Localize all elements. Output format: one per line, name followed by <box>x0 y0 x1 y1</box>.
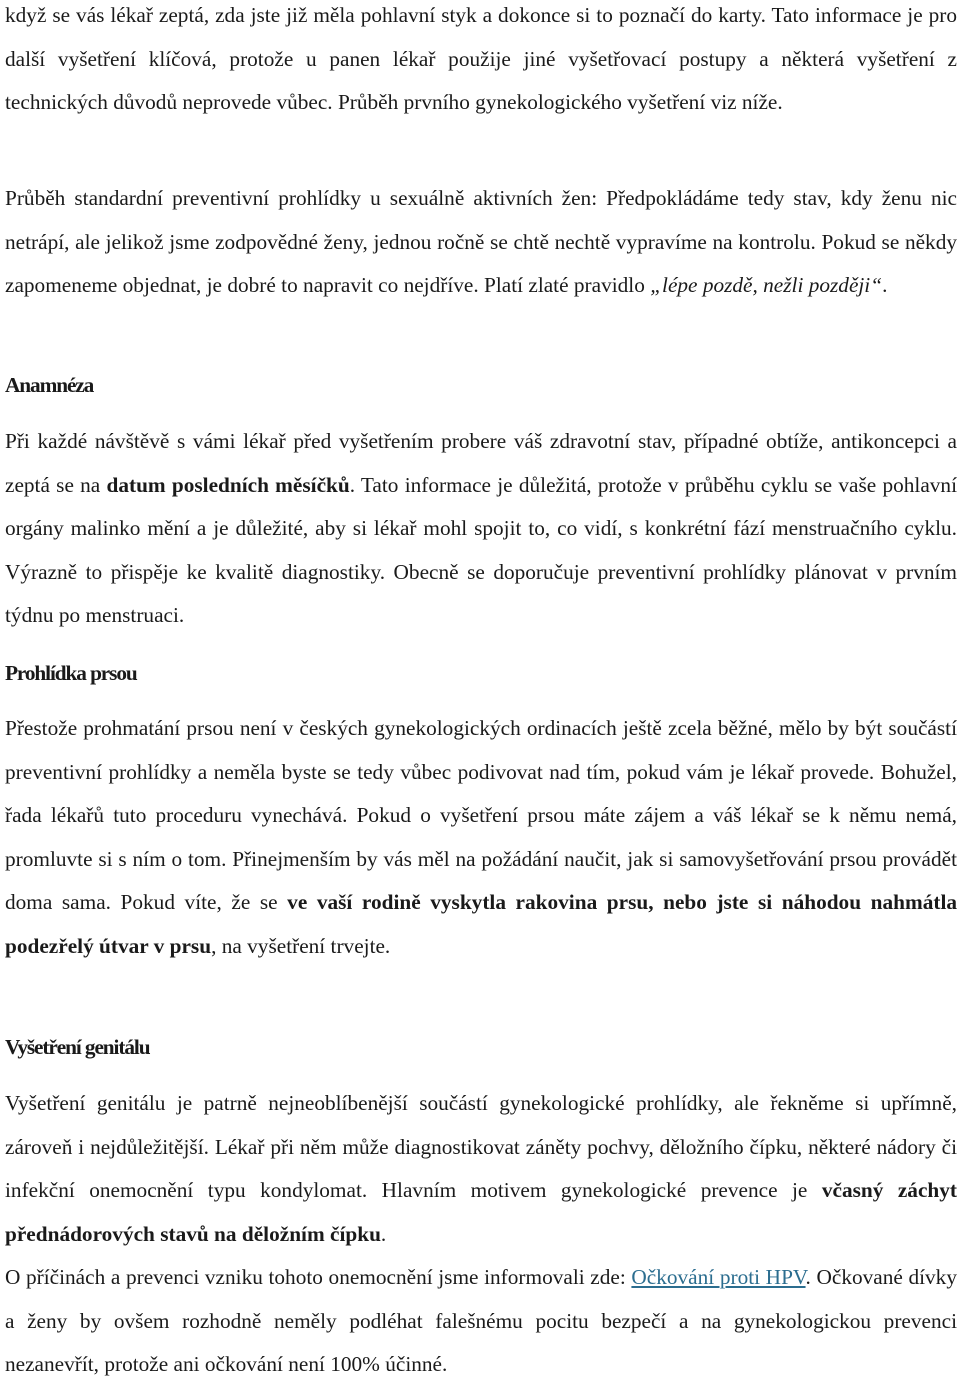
paragraph-breast-exam: Přestože prohmatání prsou není v českých gynekologických ordinacích ještě zcela běžné, mělo by být součástí preventivní prohlídky a neměla byste se tedy vůbec podivovat nad tím, pokud vám je lékař provede. Bohužel, řada lékařů tuto proceduru vynechává. Pokud o vyšetření prsou máte zájem a váš lékař se k němu nemá, promluvte si s ním o tom. Přinejmenším by vás měl na požádání naučit, jak si samovyšetřování prsou provádět doma sama. Pokud víte, že se ve vaší rodině vyskytla rakovina prsu, nebo jste si náhodou nahmátla podezřelý útvar v prsu, na vyšetření trvejte. <box>5 716 958 958</box>
heading-breast-exam: Prohlídka prsou <box>5 661 137 685</box>
hpv-vaccination-link[interactable]: Očkování proti HPV <box>631 1265 806 1289</box>
heading-anamneza: Anamnéza <box>5 373 94 397</box>
heading-genital-exam: Vyšetření genitálu <box>5 1035 150 1059</box>
paragraph-hpv: O příčinách a prevenci vzniku tohoto onemocnění jsme informovali zde: Očkování proti HPV. Očkované dívky a ženy by ovšem rozhodně neměly podléhat falešnému pocitu bezpečí a na gynekologickou prevenci nezanevřít, protože ani očkování není 100% účinné. <box>5 1265 957 1376</box>
paragraph-standard-checkup: Průběh standardní preventivní prohlídky u sexuálně aktivních žen: Předpokládáme tedy stav, kdy ženu nic netrápí, ale jelikož jsme zodpovědné ženy, jednou ročně se chtě nechtě vypravíme na kontrolu. Pokud se někdy zapomeneme objednat, je dobré to napravit co nejdříve. Platí zlaté pravidlo „lépe pozdě, nežli později“. <box>5 186 957 297</box>
paragraph-genital-exam: Vyšetření genitálu je patrně nejneoblíbenější součástí gynekologické prohlídky, ale řekněme si upřímně, zároveň i nejdůležitější. Lékař při něm může diagnostikovat záněty pochvy, děložního čípku, některé nádory či infekční onemocnění typu kondylomat. Hlavním motivem gynekologické prevence je včasný záchyt přednádorových stavů na děložním čípku. <box>5 1091 957 1246</box>
golden-rule-quote: „lépe pozdě, nežli později“ <box>650 273 883 297</box>
paragraph-intro <box>5 0 957 125</box>
bold-last-period-date: datum posledních měsíčků <box>106 472 350 497</box>
paragraph-standard-checkup-text: Průběh standardní preventivní prohlídky u sexuálně aktivních žen: Předpokládáme tedy stav, kdy ženu nic netrápí, ale jelikož jsme zodpovědné ženy, jednou ročně se chtě nechtě vypravíme na kontrolu. Pokud se někdy zapomeneme objednat, je dobré to napravit co nejdříve. Platí zlaté pravidlo <box>5 186 957 297</box>
bold-breast-cancer-warning: ve vaší rodině vyskytla rakovina prsu, nebo jste si náhodou nahmátla podezřelý útvar v prsu <box>5 890 958 958</box>
paragraph-anamneza: Při každé návštěvě s vámi lékař před vyšetřením probere váš zdravotní stav, případné obtíže, antikoncepci a zeptá se na datum posledních měsíčků. Tato informace je důležitá, protože v průběhu cyklu se vaše pohlavní orgány malinko mění a je důležité, aby si lékař mohl spojit to, co vidí, s konkrétní fází menstruačního cyklu. Výrazně to přispěje ke kvalitě diagnostiky. Obecně se doporučuje preventivní prohlídky plánovat v prvním týdnu po menstruaci. <box>5 429 957 627</box>
bold-precancer-detection: včasný záchyt přednádorových stavů na děložním čípku <box>5 1178 957 1246</box>
paragraph-intro-text: když se vás lékař zeptá, zda jste již měla pohlavní styk a dokonce si to poznačí do karty. Tato informace je pro další vyšetření klíčová, protože u panen lékař použije jiné vyšetřovací postupy a některá vyšetření z technických důvodů neprovede vůbec. Průběh prvního gynekologického vyšetření viz níže. <box>5 3 957 114</box>
